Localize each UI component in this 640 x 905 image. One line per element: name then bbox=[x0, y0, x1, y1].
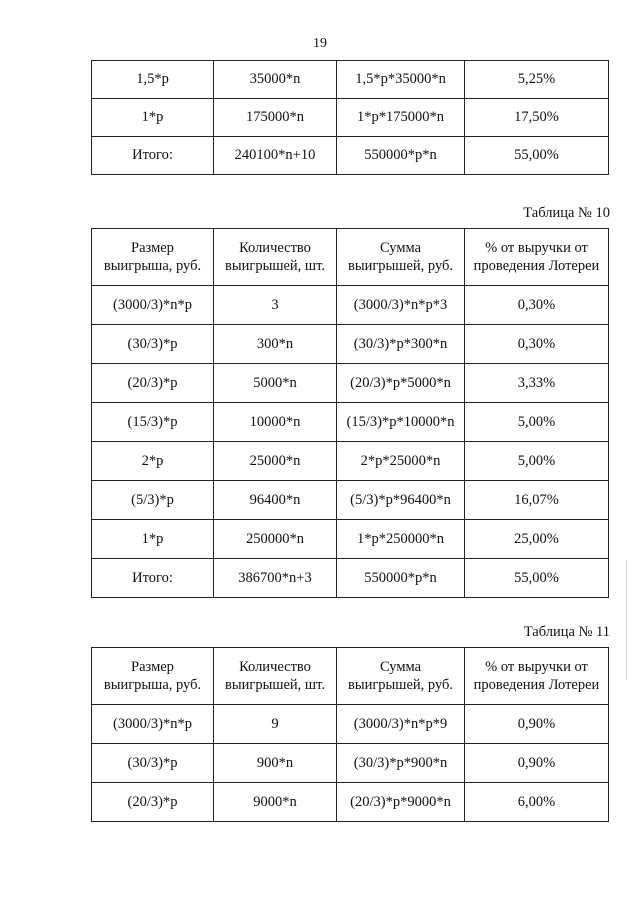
table-cell: 3,33% bbox=[465, 364, 609, 403]
table-cell: 9000*n bbox=[214, 783, 337, 822]
header-cell-prize-sum: Сумма выигрышей, руб. bbox=[337, 648, 465, 705]
table-cell: 5,00% bbox=[465, 403, 609, 442]
table-cell: 5,00% bbox=[465, 442, 609, 481]
header-cell-prize-sum: Сумма выигрышей, руб. bbox=[337, 229, 465, 286]
table-cell: 2*p bbox=[92, 442, 214, 481]
table-cell: (15/3)*p bbox=[92, 403, 214, 442]
table-cell: 25,00% bbox=[465, 520, 609, 559]
table-cell: (20/3)*p bbox=[92, 364, 214, 403]
table-cell: Итого: bbox=[92, 559, 214, 598]
table-cell: 17,50% bbox=[465, 99, 609, 137]
table-cell: 900*n bbox=[214, 744, 337, 783]
table-cell: (3000/3)*n*p*3 bbox=[337, 286, 465, 325]
table-10 bbox=[91, 228, 609, 598]
table-cell: (3000/3)*n*p*9 bbox=[337, 705, 465, 744]
table-header-row bbox=[92, 229, 609, 286]
table-cell: 300*n bbox=[214, 325, 337, 364]
scan-edge-line bbox=[626, 560, 627, 680]
table-cell: 6,00% bbox=[465, 783, 609, 822]
table-cell: 0,30% bbox=[465, 325, 609, 364]
table-cell: (20/3)*p*9000*n bbox=[337, 783, 465, 822]
table-10-caption: Таблица № 10 bbox=[523, 205, 610, 221]
table-row bbox=[92, 744, 609, 783]
table-cell: 175000*n bbox=[214, 99, 337, 137]
table-11-caption: Таблица № 11 bbox=[523, 624, 610, 640]
table-cell: 1*p*250000*n bbox=[337, 520, 465, 559]
table-row bbox=[92, 403, 609, 442]
table-cell: 1*p bbox=[92, 99, 214, 137]
table-cell: 16,07% bbox=[465, 481, 609, 520]
table-cell: 0,90% bbox=[465, 705, 609, 744]
table-cell: 386700*n+3 bbox=[214, 559, 337, 598]
table-cell: 10000*n bbox=[214, 403, 337, 442]
table-cell: 55,00% bbox=[465, 559, 609, 598]
table-cell: 55,00% bbox=[465, 137, 609, 175]
table-row-total bbox=[92, 137, 609, 175]
table-cell: 9 bbox=[214, 705, 337, 744]
table-cell: Итого: bbox=[92, 137, 214, 175]
table-cell: (20/3)*p*5000*n bbox=[337, 364, 465, 403]
table-row bbox=[92, 99, 609, 137]
table-cell: 2*p*25000*n bbox=[337, 442, 465, 481]
table-11 bbox=[91, 647, 609, 822]
table-cell: (15/3)*p*10000*n bbox=[337, 403, 465, 442]
table-cell: (30/3)*p*900*n bbox=[337, 744, 465, 783]
table-row bbox=[92, 364, 609, 403]
table-cell: 1*p bbox=[92, 520, 214, 559]
table-row bbox=[92, 783, 609, 822]
table-row bbox=[92, 442, 609, 481]
table-cell: 1,5*p bbox=[92, 61, 214, 99]
table-9-continuation bbox=[91, 60, 609, 175]
header-cell-revenue-share: % от выручки от проведения Лотереи bbox=[465, 648, 609, 705]
header-cell-revenue-share: % от выручки от проведения Лотереи bbox=[465, 229, 609, 286]
table-row bbox=[92, 61, 609, 99]
table-cell: (5/3)*p bbox=[92, 481, 214, 520]
table-cell: 5,25% bbox=[465, 61, 609, 99]
table-cell: 250000*n bbox=[214, 520, 337, 559]
table-row-total bbox=[92, 559, 609, 598]
table-cell: (3000/3)*n*p bbox=[92, 705, 214, 744]
table-cell: 550000*p*n bbox=[337, 137, 465, 175]
table-cell: 550000*p*n bbox=[337, 559, 465, 598]
table-row bbox=[92, 705, 609, 744]
table-cell: (30/3)*p bbox=[92, 744, 214, 783]
table-cell: 1,5*p*35000*n bbox=[337, 61, 465, 99]
header-cell-prize-count: Количество выигрышей, шт. bbox=[214, 229, 337, 286]
table-cell: 1*p*175000*n bbox=[337, 99, 465, 137]
table-row bbox=[92, 520, 609, 559]
table-cell: 0,90% bbox=[465, 744, 609, 783]
table-cell: 35000*n bbox=[214, 61, 337, 99]
table-header-row bbox=[92, 648, 609, 705]
table-cell: 3 bbox=[214, 286, 337, 325]
page-number: 19 bbox=[313, 36, 327, 51]
table-cell: 240100*n+10 bbox=[214, 137, 337, 175]
table-cell: 0,30% bbox=[465, 286, 609, 325]
header-cell-prize-size: Размер выигрыша, руб. bbox=[92, 648, 214, 705]
table-cell: 96400*n bbox=[214, 481, 337, 520]
table-row bbox=[92, 481, 609, 520]
table-cell: (30/3)*p*300*n bbox=[337, 325, 465, 364]
table-cell: 25000*n bbox=[214, 442, 337, 481]
table-cell: (30/3)*p bbox=[92, 325, 214, 364]
table-cell: (5/3)*p*96400*n bbox=[337, 481, 465, 520]
table-cell: (20/3)*p bbox=[92, 783, 214, 822]
table-row bbox=[92, 286, 609, 325]
header-cell-prize-count: Количество выигрышей, шт. bbox=[214, 648, 337, 705]
table-row bbox=[92, 325, 609, 364]
table-cell: 5000*n bbox=[214, 364, 337, 403]
table-cell: (3000/3)*n*p bbox=[92, 286, 214, 325]
header-cell-prize-size: Размер выигрыша, руб. bbox=[92, 229, 214, 286]
